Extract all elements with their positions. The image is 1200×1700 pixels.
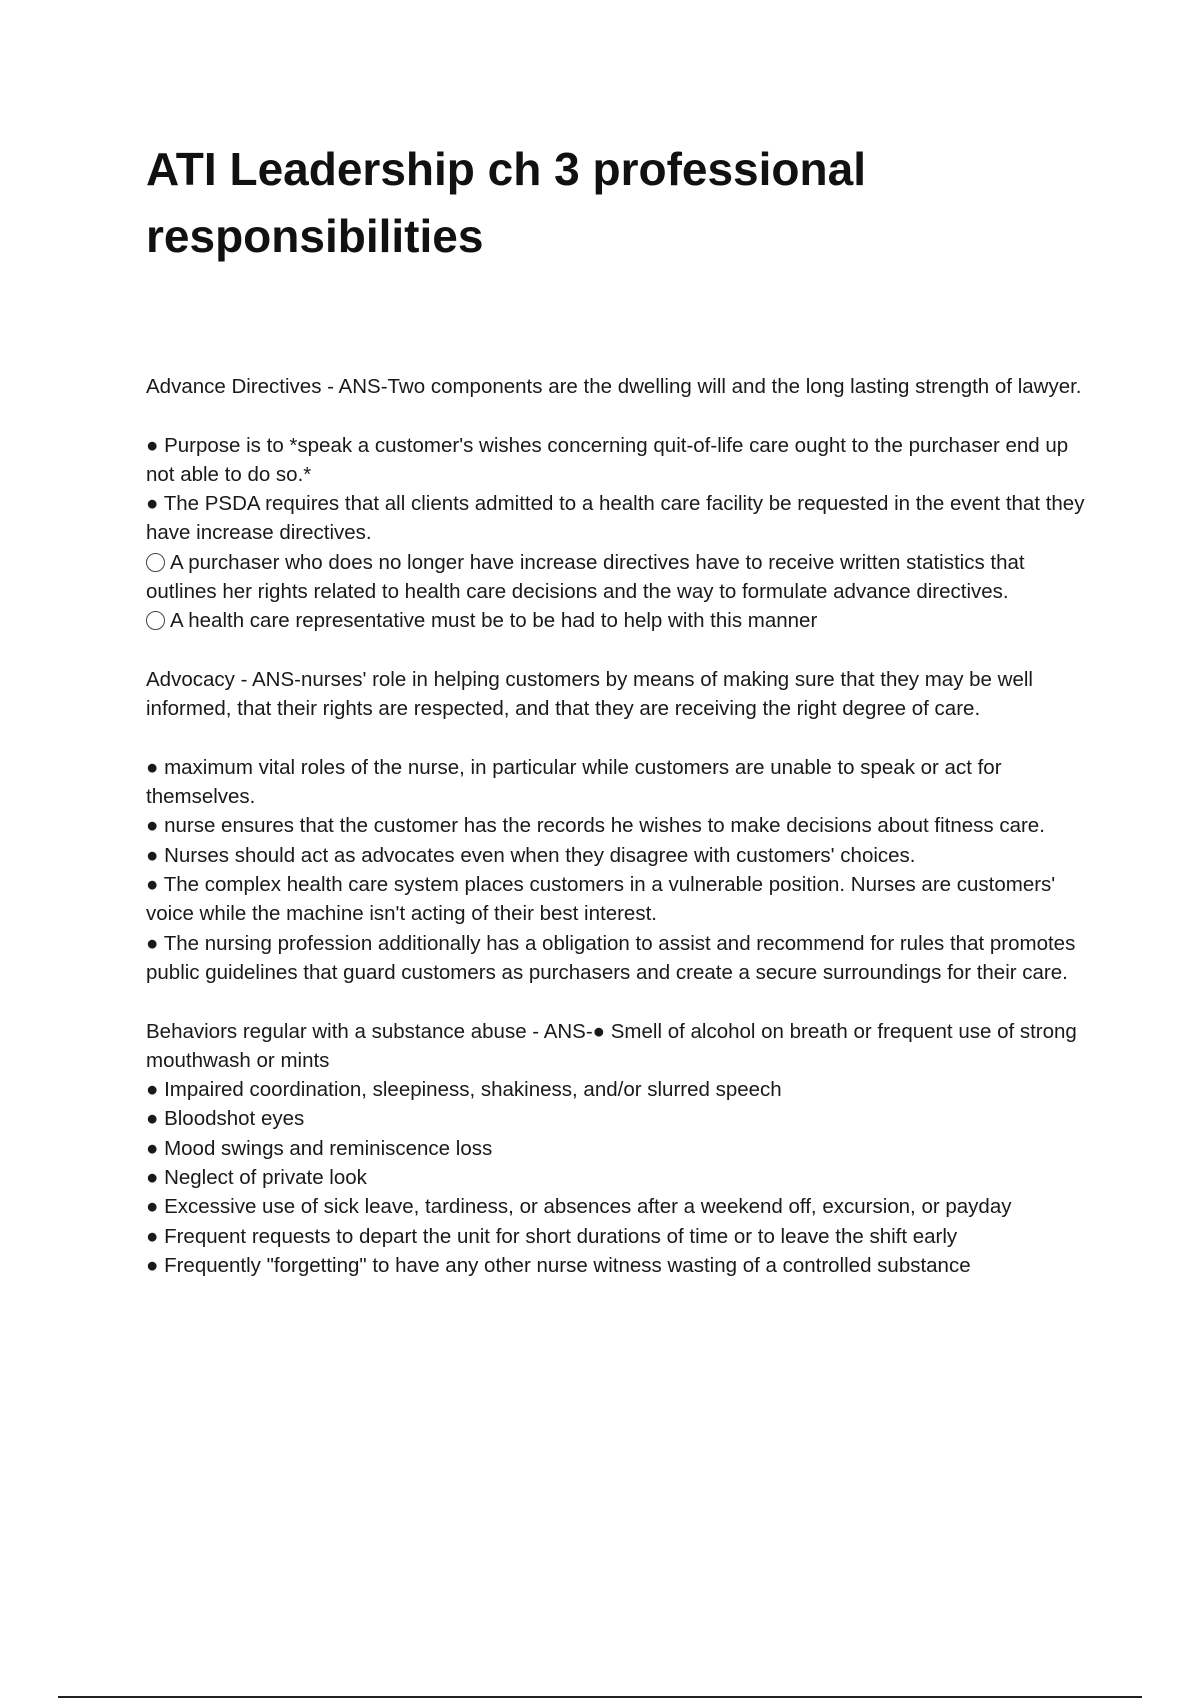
sub-bullet-text: A health care representative must be to be had to help with this manner xyxy=(170,609,818,633)
paragraph-advance-directives: Advance Directives - ANS-Two components are the dwelling will and the long lasting strength of lawyer. xyxy=(146,375,1082,398)
paragraph-gap xyxy=(146,636,1096,665)
paragraph-advocacy: Advocacy - ANS-nurses' role in helping customers by means of making sure that they may be well informed, that their rights are respected, and that they are receiving the right degree of care. xyxy=(146,667,1033,721)
circle-bullet-icon xyxy=(146,553,165,572)
document-body xyxy=(146,372,1096,1280)
circle-bullet-icon xyxy=(146,611,165,630)
bullet-item: ● maximum vital roles of the nurse, in particular while customers are unable to speak or act for themselves. xyxy=(146,755,1002,809)
sub-bullet-item xyxy=(146,548,1096,607)
sub-bullet-text: A purchaser who does no longer have increase directives have to receive written statistics that outlines her rights related to health care decisions and the way to formulate advance directives. xyxy=(146,550,1025,604)
bullet-item: ● nurse ensures that the customer has the records he wishes to make decisions about fitness care. xyxy=(146,814,1045,838)
paragraph-gap xyxy=(146,401,1096,430)
bullet-item: ● Impaired coordination, sleepiness, shakiness, and/or slurred speech xyxy=(146,1078,782,1102)
bullet-item: ● Bloodshot eyes xyxy=(146,1107,305,1131)
footer-divider xyxy=(58,1696,1142,1698)
bullet-item: ● Excessive use of sick leave, tardiness, or absences after a weekend off, excursion, or payday xyxy=(146,1195,1012,1219)
bullet-item: ● The nursing profession additionally has a obligation to assist and recommend for rules that promotes public guidelines that guard customers as purchasers and create a secure surroundings for their care. xyxy=(146,931,1076,984)
paragraph-gap xyxy=(146,987,1096,1016)
sub-bullet-item xyxy=(146,606,1096,635)
bullet-item: ● Frequently "forgetting" to have any other nurse witness wasting of a controlled substance xyxy=(146,1253,971,1277)
bullet-item: ● The complex health care system places customers in a vulnerable position. Nurses are customers' voice while the machine isn't acting of their best interest. xyxy=(146,873,1056,926)
bullet-item: ● The PSDA requires that all clients admitted to a health care facility be requested in the event that they have increase directives. xyxy=(146,492,1085,545)
document-title: ATI Leadership ch 3 professional responsibilities xyxy=(146,143,866,262)
paragraph-gap xyxy=(146,724,1096,753)
bullet-item: ● Nurses should act as advocates even when they disagree with customers' choices. xyxy=(146,843,916,867)
bullet-item: ● Neglect of private look xyxy=(146,1166,367,1190)
bullet-item: ● Mood swings and reminiscence loss xyxy=(146,1136,493,1160)
paragraph-substance-abuse: Behaviors regular with a substance abuse - ANS-● Smell of alcohol on breath or frequent use of strong mouthwash or mints xyxy=(146,1019,1077,1072)
bullet-item: ● Purpose is to *speak a customer's wishes concerning quit-of-life care ought to the purchaser end up not able to do so.* xyxy=(146,433,1069,486)
bullet-item: ● Frequent requests to depart the unit for short durations of time or to leave the shift early xyxy=(146,1224,958,1248)
